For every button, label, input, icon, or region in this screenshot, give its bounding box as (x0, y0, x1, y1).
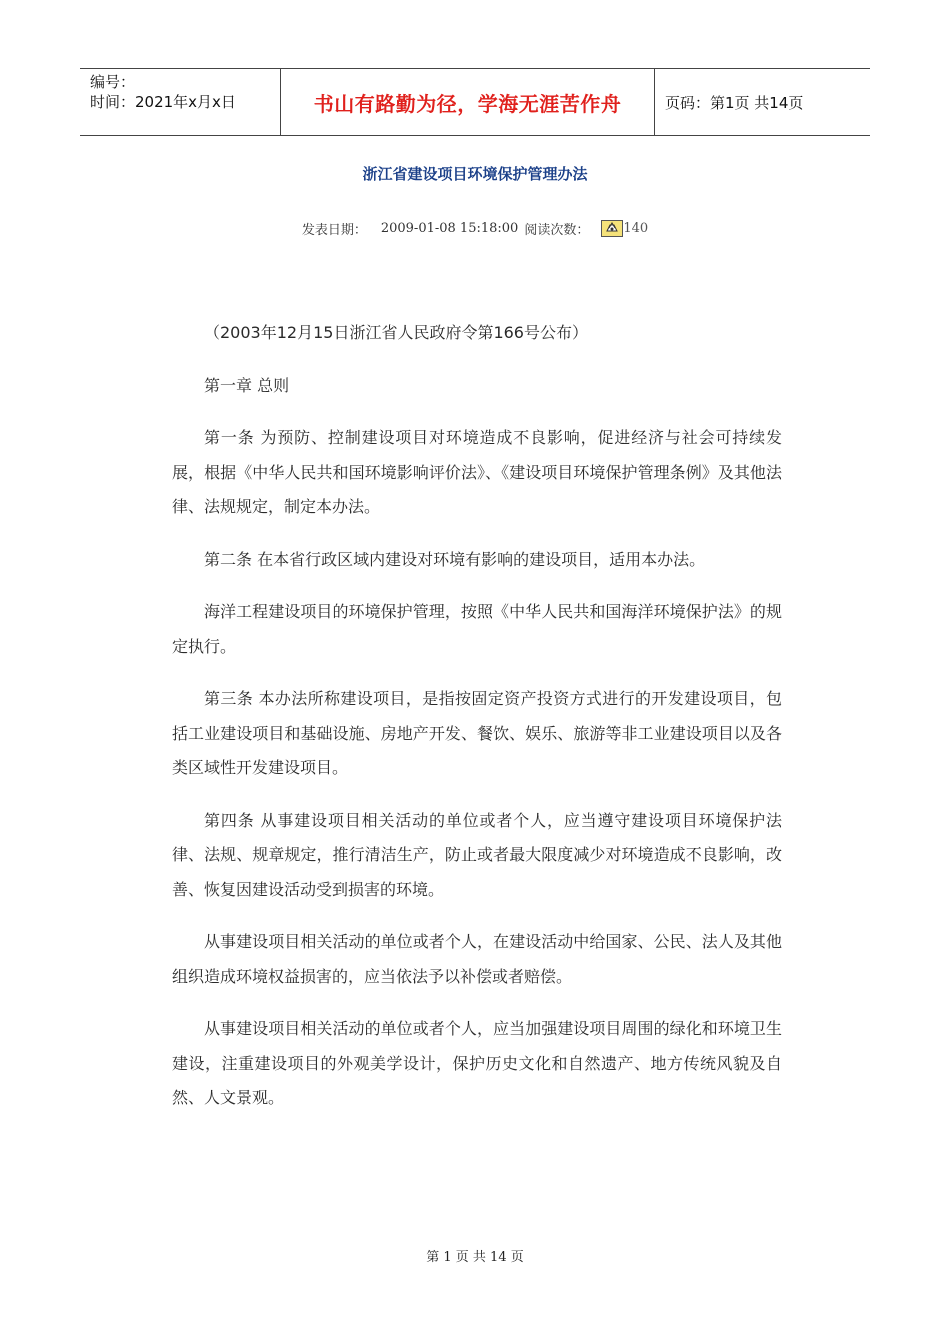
page-footer: 第 1 页 共 14 页 (426, 1250, 524, 1265)
time-label: 时间：2021年x月x日 (90, 93, 236, 111)
article-meta (0, 219, 950, 238)
header-page-info: 页码：第1页 共14页 (665, 93, 804, 112)
reads-count: 140 (623, 221, 649, 236)
header-meta-cell (80, 69, 281, 135)
reads-label: 阅读次数： (524, 223, 590, 238)
body-paragraph: 第二条 在本省行政区域内建设对环境有影响的建设项目，适用本办法。 (204, 549, 706, 569)
published-label: 发表日期： (301, 223, 367, 238)
header-motto: 书山有路勤为径，学海无涯苦作舟 (281, 69, 655, 135)
body-paragraph: 第一条 为预防、控制建设项目对环境造成不良影响，促进经济与社会可持续发展，根据《中华人民共和国环境影响评价法》、《建设项目环境保护管理条例》及其他法律、法规规定，制定本办法。 (172, 428, 782, 516)
body-paragraph: （2003年12月15日浙江省人民政府令第166号公布） (204, 323, 588, 342)
chapter-heading: 第一章 总则 (204, 375, 290, 395)
number-label: 编号： (90, 73, 136, 91)
body-paragraph: 海洋工程建设项目的环境保护管理，按照《中华人民共和国海洋环境保护法》的规定执行。 (172, 602, 782, 656)
document-header (80, 68, 870, 136)
article-title: 浙江省建设项目环境保护管理办法 (362, 165, 588, 183)
body-paragraph: 第四条 从事建设项目相关活动的单位或者个人，应当遵守建设项目环境保护法律、法规、规章规定，推行清洁生产，防止或者最大限度减少对环境造成不良影响，改善、恢复因建设活动受到损害的环境。 (172, 810, 782, 899)
reads-icon (601, 220, 623, 237)
body-paragraph: 第三条 本办法所称建设项目，是指按固定资产投资方式进行的开发建设项目，包括工业建设项目和基础设施、房地产开发、餐饮、娱乐、旅游等非工业建设项目以及各类区域性开发建设项目。 (172, 689, 782, 777)
article-body (172, 316, 782, 1134)
body-paragraph: 从事建设项目相关活动的单位或者个人，在建设活动中给国家、公民、法人及其他组织造成环境权益损害的，应当依法予以补偿或者赔偿。 (172, 932, 782, 986)
published-value: 2009-01-08 15:18:00 (380, 221, 519, 236)
body-paragraph: 从事建设项目相关活动的单位或者个人，应当加强建设项目周围的绿化和环境卫生建设，注重建设项目的外观美学设计，保护历史文化和自然遗产、地方传统风貌及自然、人文景观。 (172, 1019, 782, 1107)
